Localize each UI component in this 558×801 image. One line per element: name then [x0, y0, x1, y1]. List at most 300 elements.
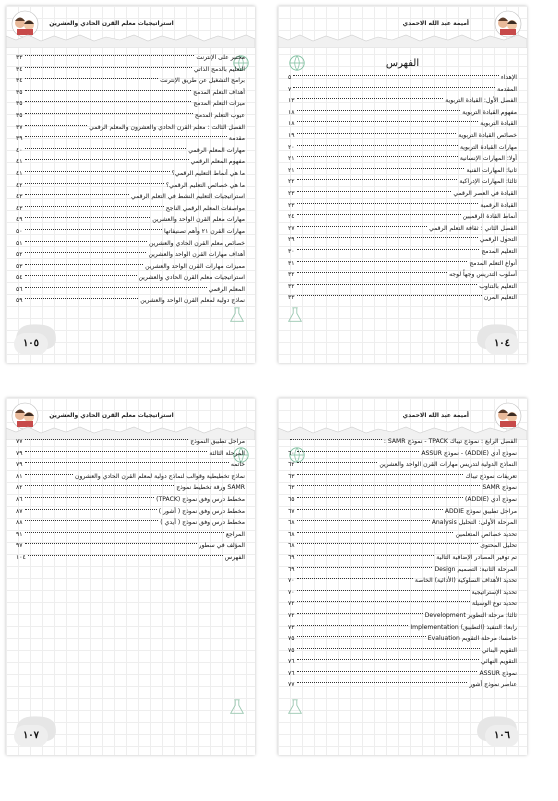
toc-entry[interactable]: [288, 587, 517, 599]
leader-dots: [25, 485, 175, 486]
leader-dots: [25, 264, 144, 265]
toc-entry-title: مقدمة: [228, 135, 245, 143]
toc-entry-page: ٧٧: [288, 681, 295, 689]
toc-entry[interactable]: [288, 72, 517, 84]
leader-dots: [297, 98, 444, 99]
toc-entry[interactable]: [288, 645, 517, 657]
toc-entry[interactable]: [16, 261, 245, 273]
toc-entry-page: ٧٢: [288, 611, 295, 619]
toc-entry-title: استراتيجيات التعليم النشط في التعلم الرقمي: [131, 193, 245, 201]
toc-entry-page: ٢٤: [288, 213, 295, 221]
leader-dots: [25, 532, 224, 533]
toc-entry[interactable]: [288, 118, 517, 130]
toc-entry-title: مراحل تطبيق نموذج ADDIE: [444, 507, 517, 515]
flask-icon: [228, 698, 246, 720]
toc-entry-title: النماذج الدولية لتدريس مهارات القرن الواحد والعشرين: [379, 461, 517, 469]
toc-entry-title: خاتمه: [230, 461, 245, 469]
leader-dots: [297, 191, 452, 192]
toc-entry[interactable]: [16, 214, 245, 226]
leader-dots: [297, 636, 426, 637]
toc-entry[interactable]: [288, 575, 517, 587]
running-header: استراتيجيات معلم القرن الحادي والعشرين: [49, 20, 174, 27]
toc-entry-page: ٤١: [16, 169, 23, 177]
toc-entry-page: ٣٥: [16, 100, 23, 108]
leader-dots: [25, 148, 187, 149]
toc-entry[interactable]: [288, 211, 517, 223]
toc-entry-page: ١٨: [288, 120, 295, 128]
toc-entry-title: أهداف مهارات القرن الواحد والعشرين: [148, 251, 245, 259]
toc-entry[interactable]: [16, 482, 245, 494]
toc-entry-page: ٨٨: [16, 519, 23, 527]
toc-entry[interactable]: [16, 98, 245, 110]
toc-entry-title: أهداف التعلم المدمج: [193, 88, 245, 96]
toc-entry-title: الإهداء: [500, 74, 517, 81]
toc-entry-page: ٩٧: [16, 542, 23, 550]
page-105: [6, 6, 255, 363]
toc-entry-title: التقويم النهائي: [480, 658, 517, 666]
toc-entry[interactable]: [288, 482, 517, 494]
toc-entry[interactable]: [16, 506, 245, 518]
toc-entry-page: ٢٣: [288, 189, 295, 197]
leader-dots: [293, 75, 499, 76]
toc-entry[interactable]: [16, 226, 245, 238]
toc-entry-title: تحديد خصائص المتعلمين: [455, 530, 517, 538]
leader-dots: [297, 272, 448, 273]
leader-dots: [25, 125, 88, 126]
leader-dots: [297, 133, 457, 134]
toc-entry[interactable]: [16, 133, 245, 145]
leader-dots: [297, 567, 433, 568]
toc-entry[interactable]: [16, 75, 245, 87]
toc-entry-title: القيادة التربوية: [480, 120, 517, 128]
toc-entry[interactable]: [288, 679, 517, 691]
toc-entry-page: ٢٩: [288, 236, 295, 244]
leader-dots: [297, 261, 468, 262]
toc-entry-page: ٧٩: [16, 449, 23, 457]
toc-entry[interactable]: [16, 494, 245, 506]
toc-entry-page: ١٩: [288, 131, 295, 139]
toc-entry[interactable]: [288, 656, 517, 668]
toc-entry[interactable]: [288, 506, 517, 518]
leader-dots: [25, 101, 192, 102]
toc-entry[interactable]: [16, 471, 245, 483]
leader-dots: [297, 226, 428, 227]
leader-dots: [297, 295, 482, 296]
toc-entry-page: ٤٩: [16, 216, 23, 224]
toc-entry-title: مهارات المعلم الرقمي: [188, 146, 245, 154]
leader-dots: [25, 462, 229, 463]
toc-entry-page: ٦٩: [288, 553, 295, 561]
leader-dots: [25, 497, 155, 498]
flask-icon: [286, 306, 304, 328]
leader-dots: [297, 121, 479, 122]
leader-dots: [25, 229, 163, 230]
toc-entry-page: ٣٣: [16, 54, 23, 61]
leader-dots: [25, 206, 164, 207]
toc-entry-title: التعليم بالتناوب: [479, 282, 517, 290]
torn-paper-divider: [6, 32, 255, 48]
leader-dots: [25, 136, 227, 137]
toc-entry[interactable]: [16, 238, 245, 250]
leader-dots: [25, 55, 195, 56]
toc-entry[interactable]: [288, 448, 517, 460]
leader-dots: [297, 485, 481, 486]
leader-dots: [25, 217, 151, 218]
toc-entry-title: مخطط درس وفق نموذج ( أيدي ): [160, 519, 245, 527]
toc-entry[interactable]: [288, 564, 517, 576]
page-106: [278, 398, 527, 755]
toc-entry[interactable]: [288, 610, 517, 622]
index-title: الفهرس: [385, 58, 420, 69]
toc-entry[interactable]: [288, 95, 517, 107]
leader-dots: [297, 543, 479, 544]
leader-dots: [297, 682, 468, 683]
leader-dots: [25, 439, 189, 440]
page-104: [278, 6, 527, 363]
toc-entry-title: الفهرس: [224, 553, 245, 561]
leader-dots: [297, 203, 479, 204]
toc-entry-title: ثالثا: المهارات الإدراكية: [459, 178, 517, 186]
toc-entry-page: ٥٦: [16, 285, 23, 293]
toc-entry[interactable]: [288, 622, 517, 634]
toc-entry[interactable]: [288, 107, 517, 119]
toc-entry-page: ٧٠: [288, 577, 295, 585]
toc-list: [288, 436, 517, 691]
toc-entry-page: ٨٧: [16, 507, 23, 515]
toc-entry-title: التعليم بالدمج الذاتي: [193, 65, 245, 73]
toc-entry-page: ٨٢: [16, 484, 23, 492]
running-header: أميمة عبد الله الاحمدي: [402, 20, 469, 27]
toc-entry-page: ٤١: [16, 158, 23, 166]
toc-entry[interactable]: [288, 633, 517, 645]
toc-entry-title: تحديد نوع الوسيلة: [471, 600, 517, 608]
toc-entry[interactable]: [288, 552, 517, 564]
toc-entry-page: ٧٦: [288, 669, 295, 677]
leader-dots: [297, 509, 443, 510]
toc-entry-title: مراحل تطبيق النموذج: [190, 438, 245, 445]
toc-entry-page: ٤٣: [16, 204, 23, 212]
toc-entry-page: ٦٨: [288, 519, 295, 527]
leader-dots: [297, 590, 470, 591]
toc-entry-page: ٨١: [16, 472, 23, 480]
leader-dots: [297, 156, 458, 157]
toc-entry[interactable]: [16, 203, 245, 215]
toc-entry-page: ٧٢: [288, 600, 295, 608]
leader-dots: [297, 249, 480, 250]
toc-entry-title: المعلم الرقمي: [208, 285, 245, 293]
toc-entry[interactable]: [288, 130, 517, 142]
toc-entry-page: ٧٥: [288, 646, 295, 654]
toc-entry-title: القيادة الرقمية: [480, 201, 517, 209]
leader-dots: [25, 90, 192, 91]
leader-dots: [25, 543, 197, 544]
toc-entry-title: مهارات القيادة التربوية: [460, 143, 517, 151]
toc-entry-page: ٣٥: [16, 88, 23, 96]
toc-entry-title: عيوب التعلم المدمج: [194, 111, 245, 119]
toc-entry-title: أنماط القادة الرقميين: [462, 213, 517, 221]
leader-dots: [297, 462, 378, 463]
page-number: ١٠٥: [14, 333, 48, 355]
toc-entry[interactable]: [16, 529, 245, 541]
toc-entry-title: أولا: المهارات الإنسانية: [459, 155, 517, 163]
leader-dots: [25, 183, 164, 184]
toc-entry-title: التعليم المرن: [483, 294, 517, 302]
leader-dots: [297, 671, 478, 672]
toc-entry-title: خامسا: مرحلة التقويم Evaluation: [427, 635, 517, 643]
toc-entry-page: ١٣: [288, 97, 295, 105]
toc-entry[interactable]: [16, 110, 245, 122]
toc-entry[interactable]: [288, 153, 517, 165]
toc-entry-title: تم توفير المصادر الإضافية التالية: [436, 553, 517, 561]
toc-entry-title: التحول الرقمي: [479, 236, 517, 244]
flask-icon: [228, 306, 246, 328]
toc-entry[interactable]: [288, 668, 517, 680]
leader-dots: [297, 520, 430, 521]
toc-entry-page: ٤٢: [16, 181, 23, 189]
toc-entry-page: ٢٣: [288, 201, 295, 209]
toc-entry-title: المؤلف في سطور: [198, 542, 245, 550]
toc-entry-title: مفهوم القيادة التربوية: [462, 108, 517, 116]
toc-entry-title: المرحلة الثالثة: [209, 449, 245, 457]
toc-entry[interactable]: [288, 529, 517, 541]
toc-entry-title: المقدمة: [497, 85, 517, 93]
leader-dots: [25, 451, 208, 452]
toc-entry[interactable]: [16, 517, 245, 529]
toc-entry-title: نموذج ASSUR: [479, 669, 517, 677]
leader-dots: [297, 110, 461, 111]
toc-entry[interactable]: [16, 191, 245, 203]
toc-entry[interactable]: [288, 494, 517, 506]
toc-entry[interactable]: [288, 517, 517, 529]
toc-entry-title: خصائص معلم القرن الحادي والعشرين: [149, 239, 245, 247]
toc-entry[interactable]: [288, 200, 517, 212]
leader-dots: [297, 179, 458, 180]
toc-entry-page: ٤٠: [16, 146, 23, 154]
toc-entry[interactable]: [16, 459, 245, 471]
toc-entry-page: ٦٧: [288, 507, 295, 515]
leader-dots: [25, 298, 139, 299]
toc-entry-title: نموذج أدي (ADDIE) - نموذج ASSUR: [421, 449, 517, 457]
toc-entry-title: الفصل الرابع : نموذج تيباك TPACK - نموذج SAMR :: [383, 438, 517, 445]
toc-entry-page: ٥٣: [16, 262, 23, 270]
toc-entry[interactable]: [288, 436, 517, 448]
toc-entry-title: نماذج تخطيطية وقوالب لنماذج دولية لمعلم القرن الحادي والعشرون: [74, 472, 245, 480]
leader-dots: [297, 578, 413, 579]
toc-entry-title: التعليم المدمج: [481, 247, 517, 255]
toc-entry-title: نموذج أدي (ADDIE): [464, 495, 517, 503]
leader-dots: [25, 159, 189, 160]
toc-entry-page: ٤٣: [16, 193, 23, 201]
toc-entry[interactable]: [16, 272, 245, 284]
toc-entry-page: ٧٧: [16, 438, 23, 445]
toc-entry[interactable]: [288, 223, 517, 235]
toc-entry-page: ٧٦: [288, 658, 295, 666]
toc-entry-title: مخطط درس وفق نموذج (TPACK): [156, 495, 245, 503]
page-107: [6, 398, 255, 755]
toc-entry-page: ٢٢: [288, 178, 295, 186]
leader-dots: [25, 67, 192, 68]
toc-entry-page: ٥٩: [16, 297, 23, 305]
toc-entry[interactable]: [16, 87, 245, 99]
toc-entry[interactable]: [16, 448, 245, 460]
toc-entry-page: ٣٠: [288, 247, 295, 255]
toc-entry-page: ٣٥: [16, 111, 23, 119]
toc-entry[interactable]: [288, 234, 517, 246]
leader-dots: [297, 497, 463, 498]
toc-entry-page: ٥٤: [16, 274, 23, 282]
toc-entry[interactable]: [288, 258, 517, 270]
page-number: ١٠٤: [485, 333, 519, 355]
toc-entry[interactable]: [16, 145, 245, 157]
toc-entry-title: التقويم البنائي: [481, 646, 517, 654]
toc-entry[interactable]: [16, 52, 245, 64]
toc-entry-page: ٦٩: [288, 565, 295, 573]
leader-dots: [25, 275, 137, 276]
leader-dots: [297, 625, 409, 626]
leader-dots: [297, 659, 479, 660]
toc-entry[interactable]: [16, 180, 245, 192]
toc-entry-page: ٣٢: [288, 282, 295, 290]
toc-entry[interactable]: [288, 459, 517, 471]
toc-entry[interactable]: [16, 552, 245, 564]
leader-dots: [25, 241, 148, 242]
toc-entry-title: الفصل الثاني : ثقافة التعلم الرقمي: [429, 224, 517, 232]
toc-entry-title: مهارات معلم القرن الواحد والعشرين: [152, 216, 245, 224]
toc-entry[interactable]: [16, 64, 245, 76]
leader-dots: [297, 555, 435, 556]
toc-entry-title: SAMR ورقة تخطيط نموذج: [176, 484, 245, 492]
toc-entry[interactable]: [288, 281, 517, 293]
toc-entry-title: خصائص القيادة التربوية: [458, 131, 517, 139]
toc-entry-page: ٧٠: [288, 588, 295, 596]
toc-entry-page: ٨٦: [16, 495, 23, 503]
toc-entry[interactable]: [288, 188, 517, 200]
toc-entry-page: ٧٩: [16, 461, 23, 469]
toc-entry-page: ٦٢: [288, 461, 295, 469]
toc-entry[interactable]: [16, 436, 245, 448]
toc-list: [16, 52, 245, 307]
toc-entry-page: ٣١: [288, 259, 295, 267]
leader-dots: [297, 284, 478, 285]
torn-paper-divider: [278, 32, 527, 48]
toc-entry-page: ٣٤: [16, 77, 23, 85]
toc-entry-title: الفصل الثالث : معلم القرن الحادي والعشرون والمعلم الرقمي: [89, 123, 245, 131]
leader-dots: [25, 113, 193, 114]
toc-entry-title: مميزات مهارات القرن الواحد والعشرين: [145, 262, 245, 270]
toc-entry-title: تحليل المحتوى: [480, 542, 517, 550]
toc-entry[interactable]: [16, 540, 245, 552]
toc-entry-title: مخطط درس وفق نموذج ( أشور ): [158, 507, 245, 515]
leader-dots: [297, 237, 478, 238]
toc-entry-page: ٣٩: [16, 135, 23, 143]
toc-entry[interactable]: [288, 246, 517, 258]
leader-dots: [297, 613, 423, 614]
leader-dots: [297, 145, 458, 146]
running-header: استراتيجيات معلم القرن الحادي والعشرين: [49, 412, 174, 419]
toc-entry-title: مفهوم المعلم الرقمي: [190, 158, 245, 166]
leader-dots: [297, 601, 470, 602]
toc-entry-title: رابعا: التنفيذ (التطبيق) Implementation: [410, 623, 517, 631]
toc-entry[interactable]: [288, 176, 517, 188]
toc-entry-title: مختبر على الإنترنت: [196, 54, 245, 61]
toc-entry[interactable]: [16, 295, 245, 307]
leader-dots: [25, 194, 130, 195]
toc-entry-page: ٢١: [288, 155, 295, 163]
toc-entry-title: تحديد الإستراتيجية: [471, 588, 517, 596]
toc-entry[interactable]: [288, 84, 517, 96]
toc-entry[interactable]: [16, 284, 245, 296]
toc-entry-page: ٣٢: [288, 271, 295, 279]
toc-entry-title: المرحلة الثانية: التصميم Design: [434, 565, 517, 573]
toc-entry-title: المراجع: [225, 530, 245, 538]
toc-entry-page: ٦٥: [288, 495, 295, 503]
toc-entry-title: ثانيا: المهارات الفنية: [466, 166, 517, 174]
leader-dots: [297, 168, 465, 169]
leader-dots: [25, 509, 157, 510]
toc-list: [288, 72, 517, 304]
toc-entry-title: عناصر نموذج أشور: [469, 681, 517, 689]
toc-entry[interactable]: [288, 540, 517, 552]
toc-entry[interactable]: [288, 292, 517, 304]
toc-entry[interactable]: [16, 249, 245, 261]
toc-entry-page: ٩١: [16, 530, 23, 538]
toc-entry-page: ٥: [288, 74, 292, 81]
toc-entry-title: نماذج دولية لمعلم القرن الواحد والعشرين: [140, 297, 245, 305]
toc-entry[interactable]: [288, 269, 517, 281]
leader-dots: [28, 555, 223, 556]
toc-entry-title: القيادة في العصر الرقمي: [453, 189, 517, 197]
toc-entry-page: ٧٣: [288, 623, 295, 631]
toc-entry[interactable]: [16, 168, 245, 180]
toc-entry[interactable]: [288, 142, 517, 154]
leader-dots: [297, 214, 461, 215]
toc-entry-title: تحديد الأهداف السلوكية (الأدائية) الخاصة: [414, 577, 517, 585]
toc-entry[interactable]: [288, 165, 517, 177]
toc-entry[interactable]: [288, 471, 517, 483]
leader-dots: [297, 648, 480, 649]
toc-entry[interactable]: [16, 156, 245, 168]
toc-entry-page: ٢٠: [288, 143, 295, 151]
toc-entry-title: ميزات التعلم المدمج: [193, 100, 245, 108]
toc-entry-page: ٧: [288, 85, 292, 93]
toc-entry-title: نموذج SAMR: [482, 484, 517, 492]
toc-entry-page: ٥١: [16, 239, 23, 247]
toc-entry-page: ٣٧: [16, 123, 23, 131]
leader-dots: [25, 474, 73, 475]
running-header: أميمة عبد الله الاحمدي: [402, 412, 469, 419]
toc-entry-page: ٦٠: [288, 449, 295, 457]
toc-entry-title: أنواع التعلم المدمج: [469, 259, 517, 267]
toc-entry-title: برامج التشغيل عن طريق الإنترنت: [160, 77, 245, 85]
toc-entry-title: ما هي أنماط التعليم الرقمي؟: [171, 169, 245, 177]
toc-entry-page: ٣٤: [16, 65, 23, 73]
toc-entry[interactable]: [16, 122, 245, 134]
toc-entry-title: تعريفات نموذج تيباك: [465, 472, 517, 480]
toc-entry-title: استراتيجيات معلم القرن الحادي والعشرين: [138, 274, 245, 282]
toc-entry-title: مهارات القرن ٢١ وأهم تصنيفاتها: [164, 227, 245, 235]
leader-dots: [297, 532, 454, 533]
toc-entry-page: ٦٣: [288, 484, 295, 492]
toc-entry[interactable]: [288, 598, 517, 610]
toc-entry-page: ٧٥: [288, 635, 295, 643]
leader-dots: [293, 87, 495, 88]
toc-entry-page: ٦٨: [288, 530, 295, 538]
toc-entry-page: ٥٠: [16, 227, 23, 235]
toc-entry-title: الفصل الأول: القيادة التربوية: [445, 97, 517, 105]
toc-entry-page: ٥٢: [16, 251, 23, 259]
toc-entry-title: المرحلة الأولى: التحليل Analysis: [431, 519, 517, 527]
leader-dots: [25, 287, 207, 288]
